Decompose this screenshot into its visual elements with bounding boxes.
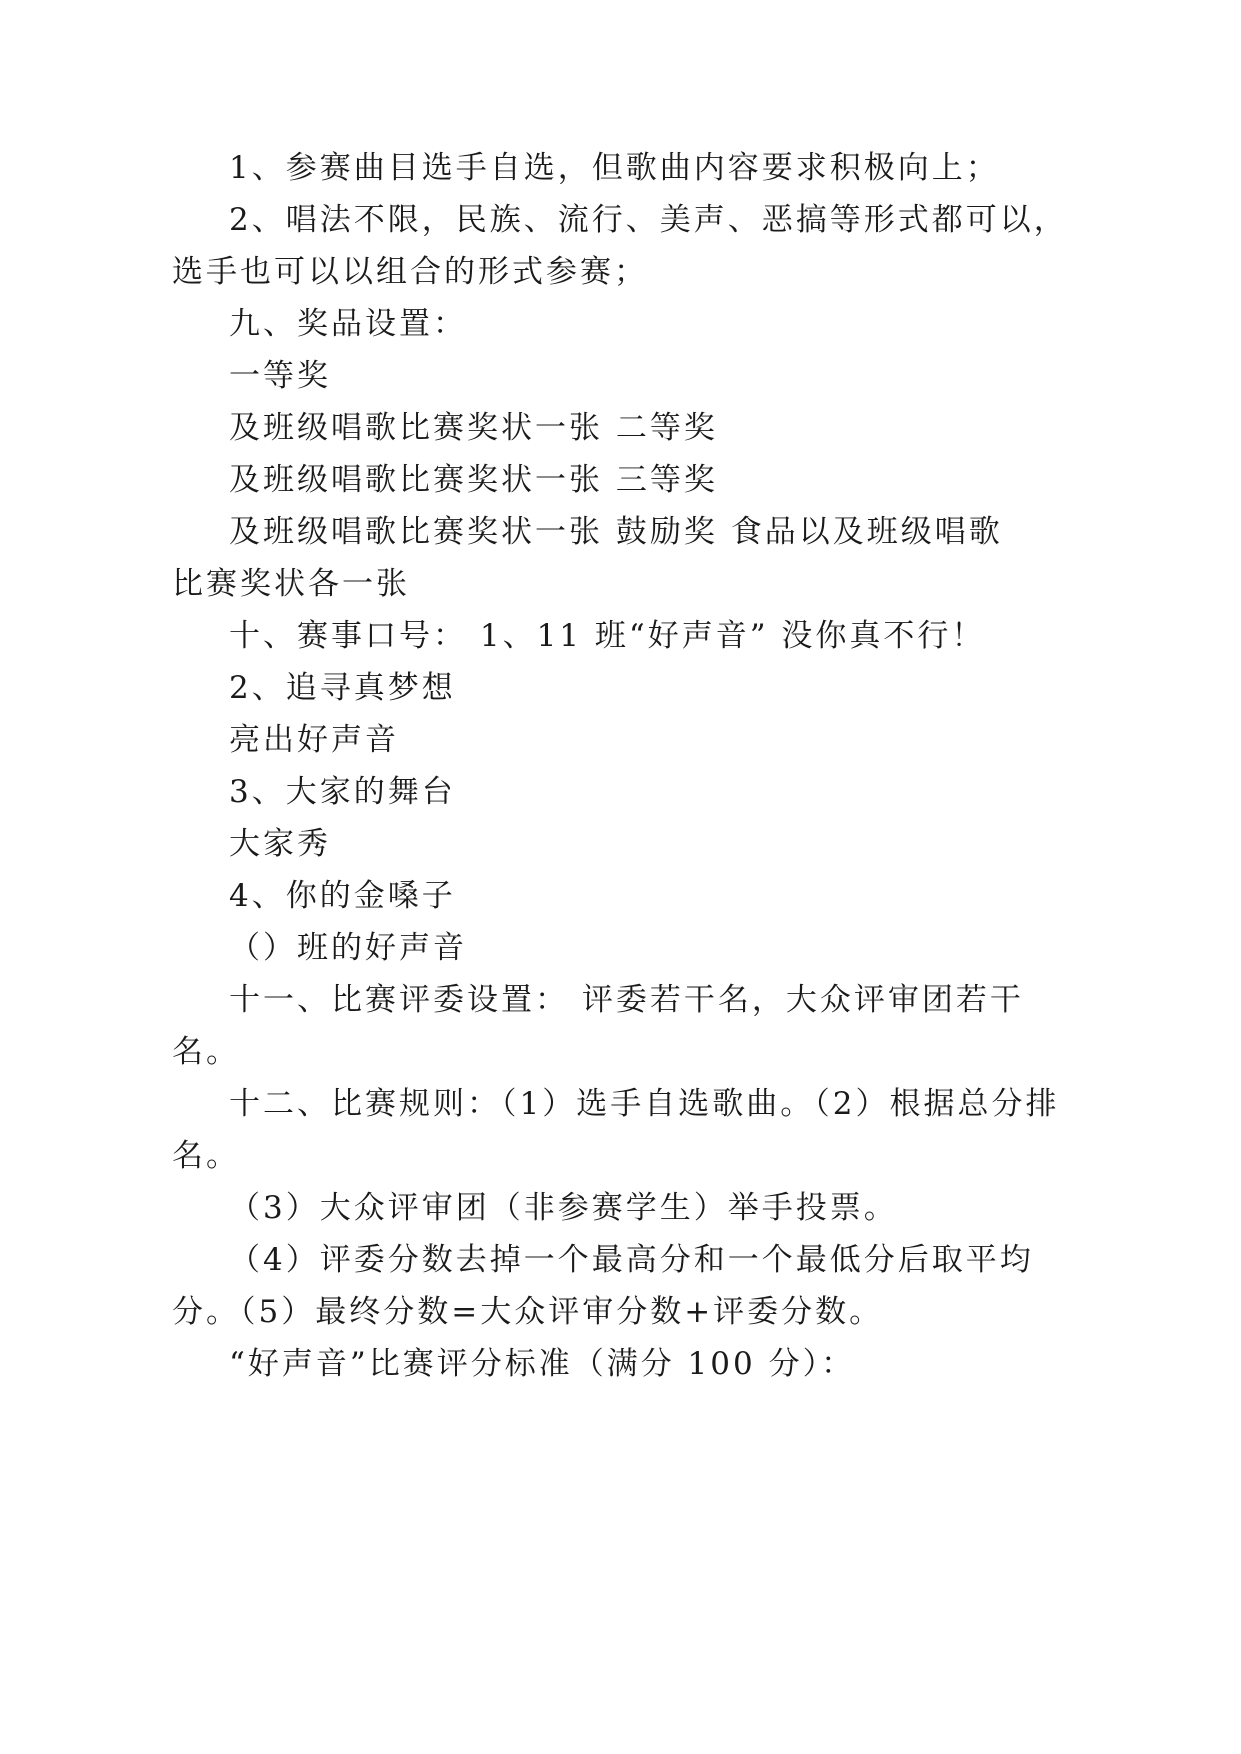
text-line: 3、大家的舞台: [229, 774, 456, 810]
text-line: （4）评委分数去掉一个最高分和一个最低分后取平均: [229, 1242, 1034, 1278]
text-line: （）班的好声音: [229, 930, 467, 966]
text-line: 一等奖: [229, 358, 331, 394]
text-line: 比赛奖状各一张: [172, 566, 410, 602]
text-line: 亮出好声音: [229, 722, 399, 758]
text-line: 2、追寻真梦想: [229, 670, 456, 706]
text-line: 选手也可以以组合的形式参赛；: [172, 254, 648, 290]
section-heading: 十一、比赛评委设置： 评委若干名，大众评审团若干: [229, 982, 1024, 1018]
text-line: “好声音”比赛评分标准（满分 100 分）：: [229, 1346, 856, 1382]
text-line: 及班级唱歌比赛奖状一张 二等奖: [229, 410, 718, 446]
text-line: 名。: [172, 1034, 240, 1070]
text-line: 大家秀: [229, 826, 331, 862]
section-heading: 九、奖品设置：: [229, 306, 467, 342]
text-line: 名。: [172, 1138, 240, 1174]
text-line: 4、你的金嗓子: [229, 878, 456, 914]
text-line: 2、唱法不限，民族、流行、美声、恶搞等形式都可以，: [229, 202, 1068, 238]
text-line: （3）大众评审团（非参赛学生）举手投票。: [229, 1190, 898, 1226]
section-heading: 十、赛事口号： 1、11 班“好声音” 没你真不行！: [229, 618, 986, 654]
section-heading: 十二、比赛规则：（1）选手自选歌曲。（2）根据总分排: [229, 1086, 1060, 1122]
text-line: 1、参赛曲目选手自选，但歌曲内容要求积极向上；: [229, 150, 1000, 186]
text-line: 及班级唱歌比赛奖状一张 三等奖: [229, 462, 718, 498]
text-line: 分。（5）最终分数=大众评审分数+评委分数。: [172, 1294, 884, 1330]
text-line: 及班级唱歌比赛奖状一张 鼓励奖 食品以及班级唱歌: [229, 514, 1003, 550]
